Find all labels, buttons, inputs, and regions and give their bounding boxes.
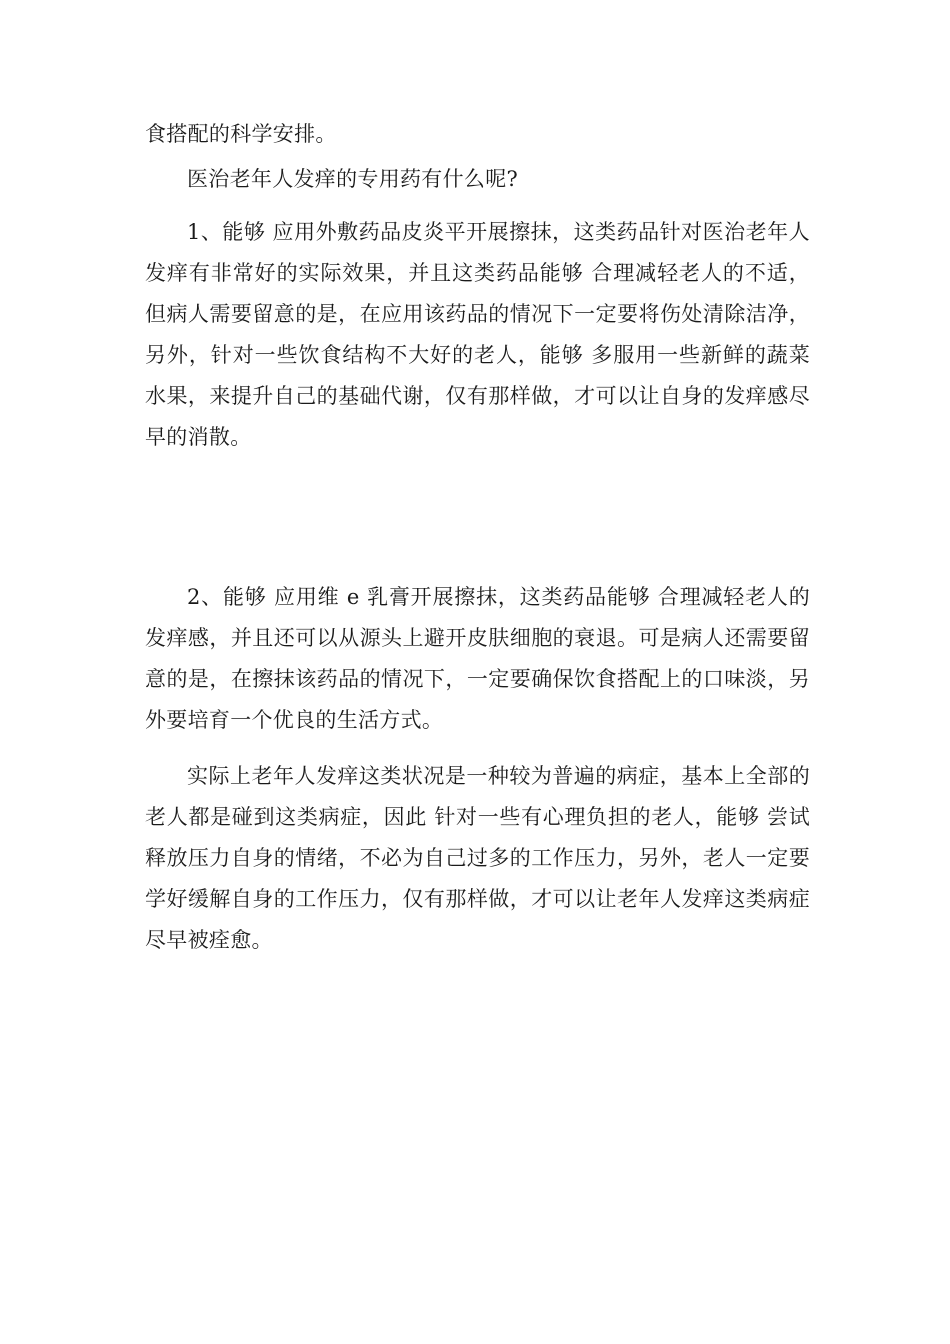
paragraph-text: 2、能够 应用维 e 乳膏开展擦抹，这类药品能够 合理减轻老人的发痒感，并且还可以从源头上避开皮肤细胞的衰退。可是病人还需要留意的是，在擦抹该药品的情况下，一定要确保饮食搭配上的口味淡，另外要培育一个优良的生活方式。 [145,585,810,732]
paragraph-text: 1、能够 应用外敷药品皮炎平开展擦抹，这类药品针对医治老年人发痒有非常好的实际效果，并且这类药品能够 合理减轻老人的不适，但病人需要留意的是，在应用该药品的情况下一定要将伤处清除洁净，另外，针对一些饮食结构不大好的老人，能够 多服用一些新鲜的蔬菜水果，来提升自己的基础代谢，仅有那样做，才可以让自身的发痒感尽早的消散。 [145,220,810,449]
paragraph-question [145,159,810,200]
paragraph-conclusion [145,756,810,961]
paragraph-continuation [145,114,810,155]
paragraph-item-2 [145,577,810,741]
paragraph-text: 食搭配的科学安排。 [145,122,337,146]
paragraph-text: 实际上老年人发痒这类状况是一种较为普遍的病症，基本上全部的老人都是碰到这类病症，因此 针对一些有心理负担的老人，能够 尝试释放压力自身的情绪，不必为自己过多的工作压力，另外，老人一定要学好缓解自身的工作压力，仅有那样做，才可以让老年人发痒这类病症尽早被痊愈。 [145,764,810,952]
paragraph-item-1 [145,212,810,458]
paragraph-text: 医治老年人发痒的专用药有什么呢? [187,167,519,191]
